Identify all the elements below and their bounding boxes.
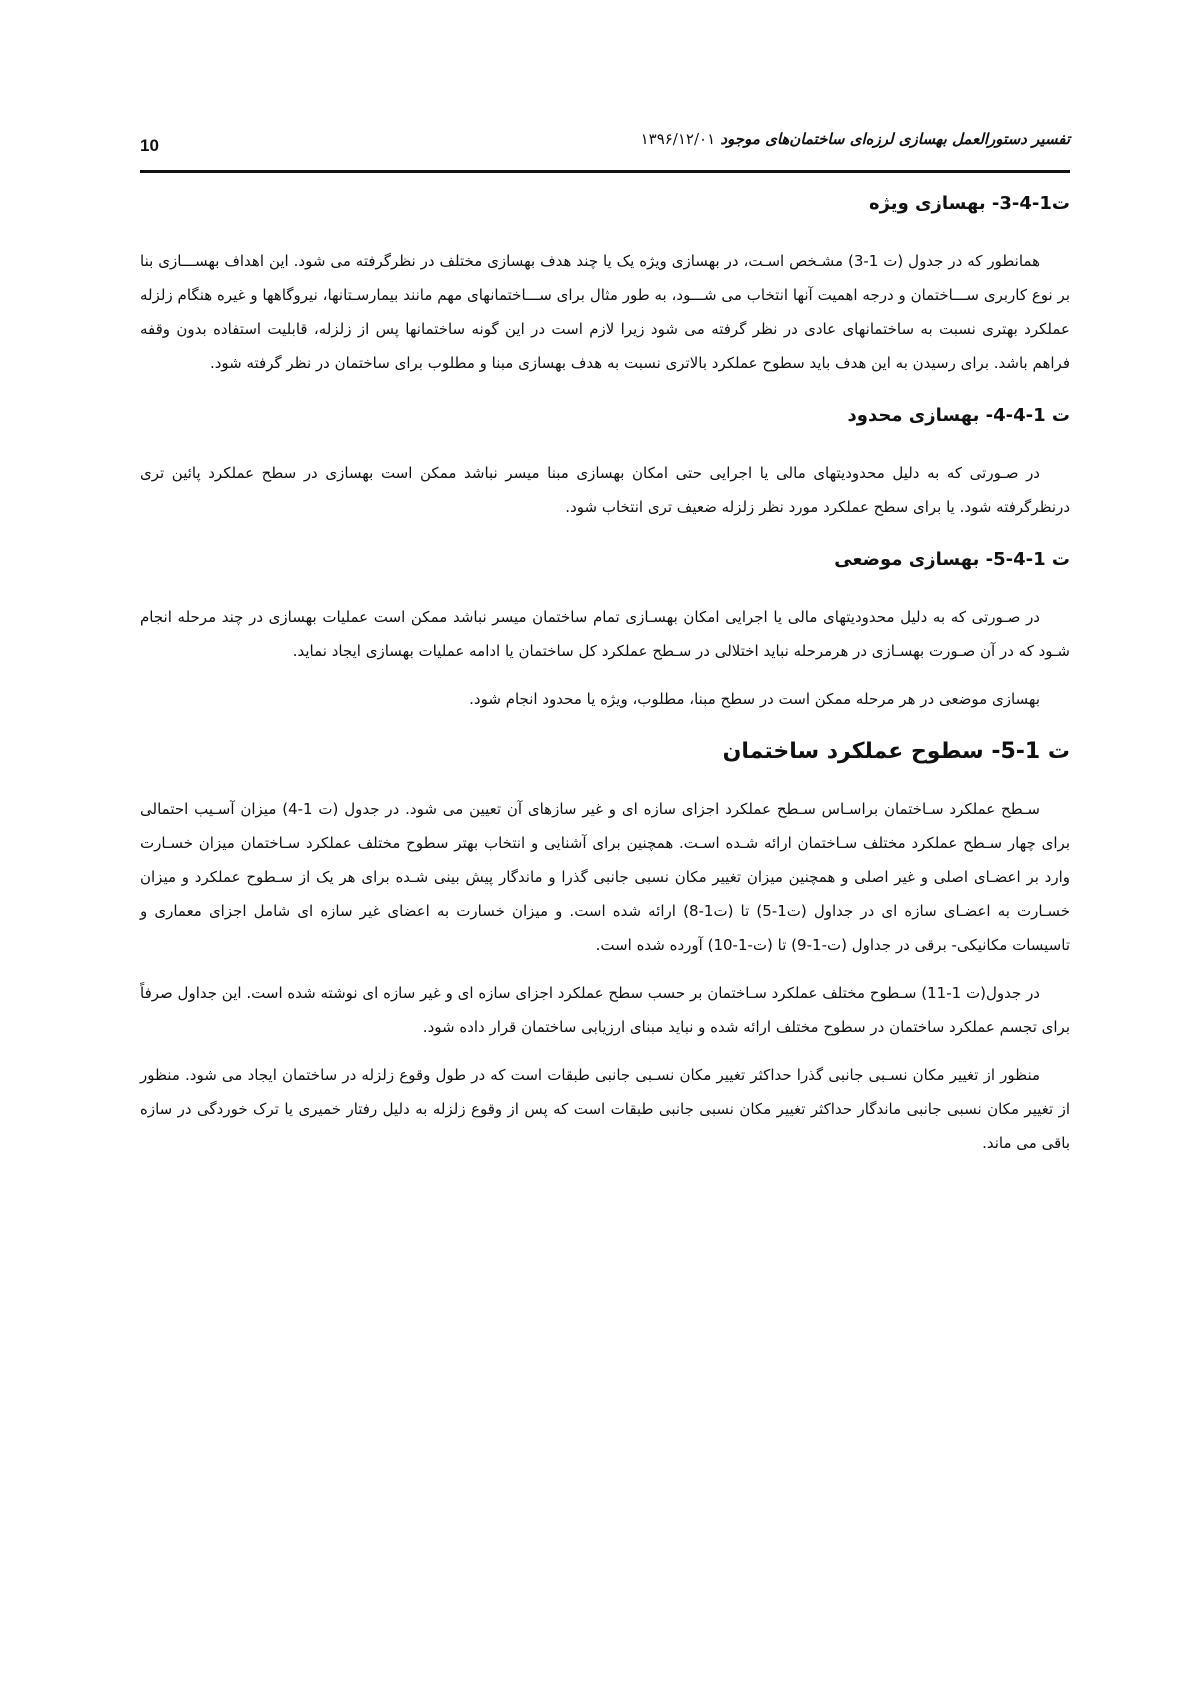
section-local-retrofit [140, 546, 1070, 716]
paragraph: منظور از تغییر مکان نسـبی جانبی گذرا حداکثر تغییر مکان نسـبی جانبی طبقات است که در طول وقوع زلزله در ساختمان ایجاد می شود. منظور از تغییر مکان نسبی جانبی ماندگار حداکثر تغییر مکان نسبی جانبی طبقات است که پس از وقوع زلزله به دلیل رفتار خمیری یا ترک خوردگی در سازه باقی می ماند. [140, 1066, 1070, 1152]
paragraph: همانطور که در جدول (ت 1-3) مشـخص اسـت، در بهسازی ویژه یک یا چند هدف بهسازی مختلف در نظرگرفته می شود. این اهداف بهســـازی بنا بر نوع کاربری ســـاختمان و درجه اهمیت آنها انتخاب می شـــود، به طور مثال برای ســـاختمانهای مهم مانند بیمارسـتانها، نیروگاهها و غیره هنگام زلزله عملکرد بهتری نسبت به ساختمانهای عادی در نظر گرفته می شود زیرا لازم است در این گونه ساختمانها پس از زلزله، قابلیت استفاده بدون وقفه فراهم باشد. برای رسیدن به این هدف باید سطوح عملکرد بالاتری نسبت به هدف بهسازی مبنا و مطلوب برای ساختمان در نظر گرفته شود. [140, 252, 1070, 372]
section-performance-levels [140, 738, 1070, 1160]
paragraph: در صـورتی که به دلیل محدودیتهای مالی یا اجرایی حتی امکان بهسازی مبنا میسر نباشد ممکن است بهسازی در سطح عملکرد پائین تری درنظرگرفته شود. یا برای سطح عملکرد مورد نظر زلزله ضعیف تری انتخاب شود. [140, 464, 1070, 516]
section-heading: ت 1-4-4- بهسازی محدود [847, 405, 1070, 426]
section-heading: ت1-4-3- بهسازی ویژه [868, 193, 1070, 214]
page-header [140, 122, 1070, 173]
section-heading: ت 1-4-5- بهسازی موضعی [834, 549, 1070, 570]
section-special-retrofit [140, 190, 1070, 380]
running-title-text: تفسیر دستورالعمل بهسازی لرزه‌ای ساختمان‌های موجود [720, 130, 1070, 148]
running-title [613, 130, 1070, 148]
paragraph: در صـورتی که به دلیل محدودیتهای مالی یا اجرایی امکان بهسـازی تمام ساختمان میسر نباشد ممکن است عملیات بهسازی در چند مرحله انجام شـود که در آن صـورت بهسـازی در هرمرحله نباید اختلالی در سـطح عملکرد کل ساختمان یا ادامه عملیات بهسازی ایجاد نماید. [140, 608, 1070, 660]
page-number: 10 [140, 136, 159, 155]
page-body [140, 190, 1070, 1182]
paragraph: سـطح عملکرد سـاختمان براسـاس سـطح عملکرد اجزای سازه ای و غیر سازهای آن تعیین می شود. در جدول (ت 1-4) میزان آسـیب احتمالی برای چهار سـطح عملکرد مختلف سـاختمان ارائه شـده اسـت. همچنین برای آشنایی و انتخاب بهتر سطوح مختلف عملکرد سـاختمان میزان خسـارت وارد بر اعضـای اصلی و غیر اصلی و همچنین میزان تغییر مکان نسبی جانبی گذرا و ماندگار پیش بینی شـده برای هر یک از سـطوح عملکرد و میزان خسـارت به اعضـای سازه ای در جداول (ت1-5) تا (ت1-8) ارائه شده است. و میزان خسارت به اعضای غیر سازه ای شامل اجزای معماری و تاسیسات مکانیکی- برقی در جداول (ت-1-9) تا (ت-1-10) آورده شده است. [140, 800, 1071, 954]
running-title-date: ۱۳۹۶/۱۲/۰۱ [640, 130, 716, 148]
section-limited-retrofit [140, 402, 1070, 524]
paragraph: بهسازی موضعی در هر مرحله ممکن است در سطح مبنا، مطلوب، ویژه یا محدود انجام شود. [469, 690, 1040, 708]
paragraph: در جدول(ت 1-11) سـطوح مختلف عملکرد سـاختمان بر حسب سطح عملکرد اجزای سازه ای و غیر سازه ای نوشته شده است. این جداول صرفاً برای تجسم عملکرد ساختمان در سطوح مختلف ارائه شده و نباید مبنای ارزیابی ساختمان قرار داده شود. [140, 984, 1070, 1036]
section-heading: ت 1-5- سطوح عملکرد ساختمان [722, 739, 1070, 764]
